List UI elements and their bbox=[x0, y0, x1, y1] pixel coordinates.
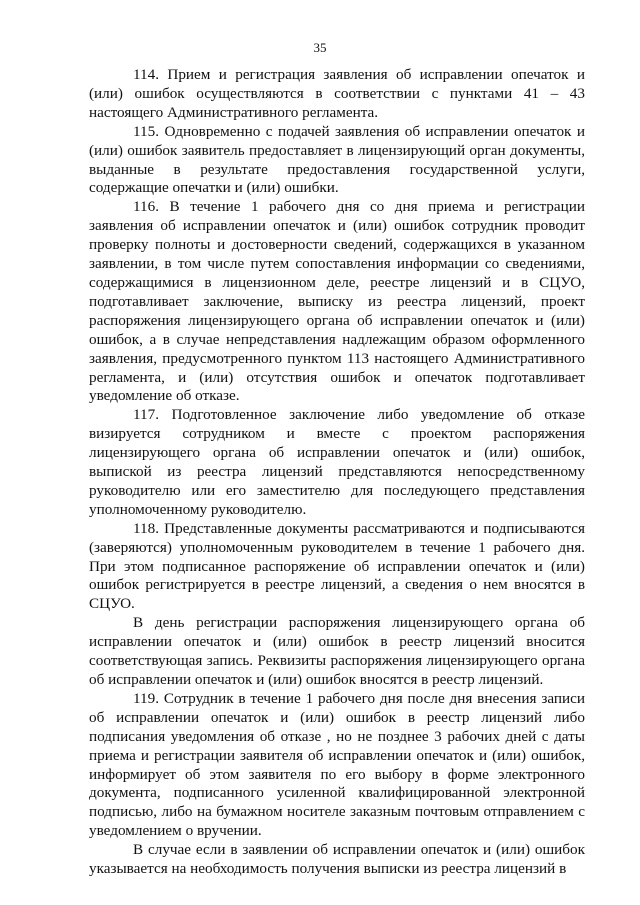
document-body bbox=[89, 66, 585, 879]
paragraph-119: 119. Сотрудник в течение 1 рабочего дня после дня внесения записи об исправлении опечаток и (или) ошибок в реестр лицензий либо подписания уведомления об отказе , но не позднее 3 рабочих дней с даты приема и регистрации заявителя об исправлении опечаток и (или) ошибок, информирует об этом заявителя по его выбору в форме электронного документа, подписанного усиленной квалифицированной электронной подписью, либо на бумажном носителе заказным почтовым отправлением с уведомлением о вручении. bbox=[89, 689, 585, 840]
paragraph-118-continued: В день регистрации распоряжения лицензирующего органа об исправлении опечаток и (или) ошибок в реестр лицензий вносится соответствующая запись. Реквизиты распоряжения лицензирующего органа об исправлении опечаток и (или) ошибок вносятся в реестр лицензий. bbox=[89, 614, 585, 688]
paragraph-117: 117. Подготовленное заключение либо уведомление об отказе визируется сотрудником и вместе с проектом распоряжения лицензирующего органа об исправлении опечаток и (или) ошибок, выпиской из реестра лицензий представляются непосредственному руководителю или его заместителю для последующего представления уполномоченному руководителю. bbox=[89, 406, 585, 518]
paragraph-115: 115. Одновременно с подачей заявления об исправлении опечаток и (или) ошибок заявитель предоставляет в лицензирующий орган документы, выданные в результате предоставления государственной услуги, содержащие опечатки и (или) ошибки. bbox=[89, 122, 585, 197]
paragraph-119-continued: В случае если в заявлении об исправлении опечаток и (или) ошибок указывается на необходимость получения выписки из реестра лицензий в bbox=[89, 841, 585, 878]
paragraph-114: 114. Прием и регистрация заявления об исправлении опечаток и (или) ошибок осуществляются в соответствии с пунктами 41 – 43 настоящего Административного регламента. bbox=[89, 66, 585, 121]
paragraph-116: 116. В течение 1 рабочего дня со дня приема и регистрации заявления об исправлении опечаток и (или) ошибок сотрудник проводит проверку полноты и достоверности сведений, содержащихся в указанном заявлении, в том числе путем сопоставления информации со сведениями, содержащимися в лицензионном деле, реестре лицензий и в СЦУО, подготавливает заключение, выписку из реестра лицензий, проект распоряжения лицензирующего органа об исправлении опечаток и (или) ошибок, а в случае непредставления надлежащим образом оформленного заявления, предусмотренного пунктом 113 настоящего Административного регламента, и (или) отсутствия ошибок и опечаток подготавливает уведомление об отказе. bbox=[89, 198, 585, 405]
page-number: 35 bbox=[313, 40, 327, 55]
paragraph-118: 118. Представленные документы рассматриваются и подписываются (заверяются) уполномоченным руководителем в течение 1 рабочего дня. При этом подписанное распоряжение об исправлении опечаток и (или) ошибок регистрируется в реестре лицензий, а сведения о нем вносятся в СЦУО. bbox=[89, 519, 585, 613]
